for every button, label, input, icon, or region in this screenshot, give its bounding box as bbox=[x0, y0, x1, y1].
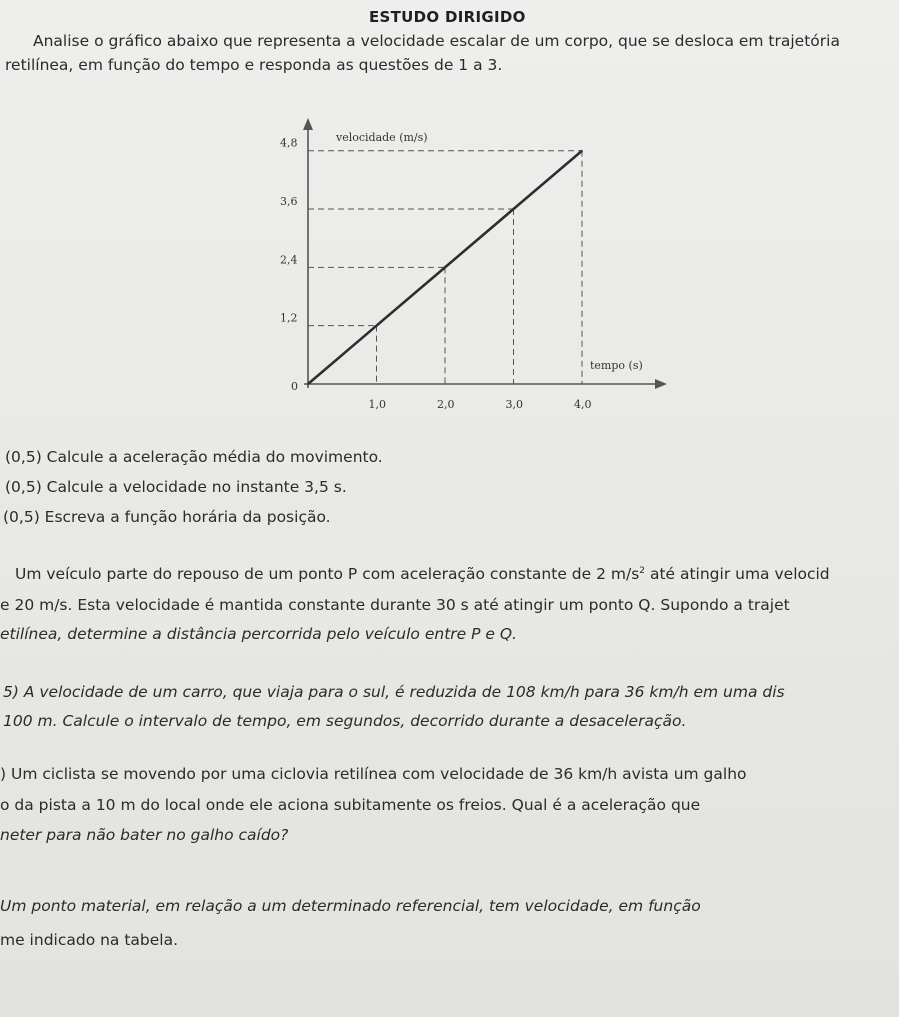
question-2: (0,5) Calcule a velocidade no instante 3,5 s. bbox=[5, 478, 347, 496]
y-axis-arrow bbox=[303, 118, 313, 130]
question-6-line-2: o da pista a 10 m do local onde ele aciona subitamente os freios. Qual é a aceleração que bbox=[0, 796, 701, 814]
question-4-line-2: e 20 m/s. Esta velocidade é mantida constante durante 30 s até atingir um ponto Q. Supondo a trajet bbox=[0, 596, 790, 614]
velocity-time-chart bbox=[0, 0, 899, 440]
page-title: ESTUDO DIRIGIDO bbox=[369, 8, 526, 26]
data-point bbox=[581, 150, 583, 152]
x-tick-label: 2,0 bbox=[437, 398, 455, 411]
y-tick-label: 1,2 bbox=[280, 311, 298, 325]
question-4-line-1: Um veículo parte do repouso de um ponto P com aceleração constante de 2 $m/s^2$ até atingir uma velocid bbox=[15, 565, 830, 583]
y-tick-label: 3,6 bbox=[280, 195, 298, 209]
intro-line-1: Analise o gráfico abaixo que representa a velocidade escalar de um corpo, que se desloca em trajetória bbox=[33, 32, 840, 50]
intro-line-2: retilínea, em função do tempo e responda as questões de 1 a 3. bbox=[5, 56, 503, 74]
origin-label: 0 bbox=[291, 380, 298, 393]
question-3: (0,5) Escreva a função horária da posição. bbox=[3, 508, 331, 526]
y-tick-label: 4,8 bbox=[280, 136, 298, 150]
question-5-line-1: 5) A velocidade de um carro, que viaja para o sul, é reduzida de 108 km/h para 36 km/h em uma dis bbox=[3, 683, 785, 701]
y-axis-label: velocidade (m/s) bbox=[336, 131, 428, 144]
data-point bbox=[444, 267, 446, 269]
question-6-line-3: neter para não bater no galho caído? bbox=[0, 826, 289, 844]
x-tick-label: 4,0 bbox=[574, 398, 592, 411]
x-tick-label: 1,0 bbox=[368, 398, 386, 411]
y-tick-label: 2,4 bbox=[280, 253, 298, 267]
data-point bbox=[307, 383, 309, 385]
question-4-line-3: etilínea, determine a distância percorrida pelo veículo entre P e Q. bbox=[0, 625, 517, 643]
x-axis-label: tempo (s) bbox=[590, 359, 643, 372]
question-1: (0,5) Calcule a aceleração média do movimento. bbox=[5, 448, 383, 466]
x-tick-label: 3,0 bbox=[505, 398, 523, 411]
x-axis-arrow bbox=[655, 379, 667, 389]
data-point bbox=[513, 208, 515, 210]
question-5-line-2: 100 m. Calcule o intervalo de tempo, em segundos, decorrido durante a desaceleração. bbox=[3, 712, 687, 730]
question-6-line-1: ) Um ciclista se movendo por uma ciclovia retilínea com velocidade de 36 km/h avista um galho bbox=[0, 765, 747, 783]
question-7-line-1: Um ponto material, em relação a um determinado referencial, tem velocidade, em função bbox=[0, 897, 701, 915]
data-point bbox=[376, 325, 378, 327]
question-7-line-2: me indicado na tabela. bbox=[0, 931, 179, 949]
